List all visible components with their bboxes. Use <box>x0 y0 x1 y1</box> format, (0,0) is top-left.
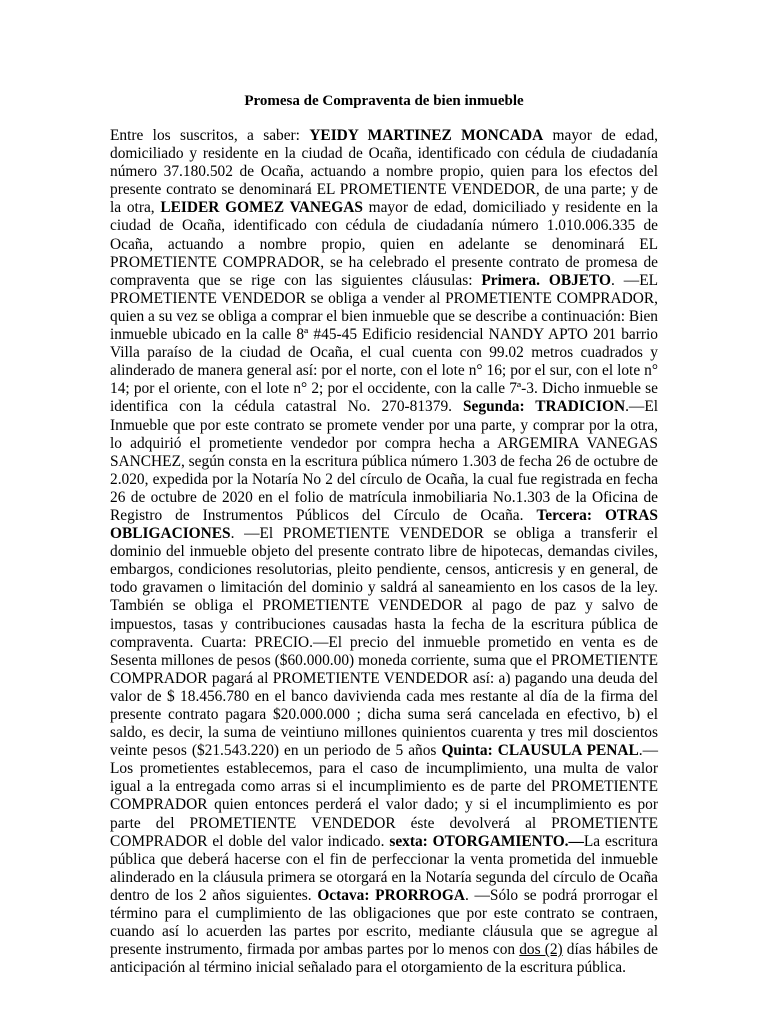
body-text: mayor de edad, domiciliado y residente en la ciudad de Ocaña, identificado con cédula de ciudadanía número 1.010.006.335 de Ocaña, actuando a nombre propio, quien en adelante se denominará EL PROMETIENTE COMPRADOR, se ha celebrado el presente contrato de promesa de compraventa que se rige con las siguientes cláusulas: <box>110 199 658 289</box>
body-text: La escritura pública que deberá hacerse con el fin de perfeccionar la venta prometida del inmueble alinderado en la cláusula primera se otorgará en la Notaría segunda del círculo de Ocaña dentro de los 2 años siguientes. <box>110 832 658 904</box>
body-text: Entre los suscritos, a saber: <box>110 127 310 144</box>
body-text: .—Los prometientes establecemos, para el caso de incumplimiento, una multa de valor igual a la entregada como arras si el incumplimiento es de parte del PROMETIENTE COMPRADOR quien entonces perderá el valor dado; y si el incumplimiento es por parte del PROMETIENTE VENDEDOR éste devolverá al PROMETIENTE COMPRADOR el doble del valor indicado. <box>110 742 658 850</box>
underlined-term: dos (2) <box>519 941 563 959</box>
document-body <box>110 127 658 977</box>
seller-name: YEIDY MARTINEZ MONCADA <box>309 127 544 144</box>
body-text: días hábiles de anticipación al término inicial señalado para el otorgamiento de la escritura pública. <box>110 941 658 977</box>
body-text: . —EL PROMETIENTE VENDEDOR se obliga a vender al PROMETIENTE COMPRADOR, quien a su vez se obliga a comprar el bien inmueble que se describe a continuación: Bien inmueble ubicado en la calle 8ª #45-45 Edificio residencial NANDY APTO 201 barrio Villa paraíso de la ciudad de Ocaña, el cual cuenta con 99.02 metros cuadrados y alinderado de manera general así: por el norte, con el lote n° 16; por el sur, con el lote n° 14; por el oriente, con el lote n° 2; por el occidente, con la calle 7ª-3. Dicho inmueble se identifica con la cédula catastral No. 270-81379. <box>110 271 658 416</box>
clause-heading-quinta: Quinta: CLAUSULA PENAL <box>441 742 639 760</box>
body-text: . —Sólo se podrá prorrogar el término para el cumplimiento de las obligaciones que por este contrato se contraen, cuando así lo acuerden las partes por escrito, mediante cláusula que se agregue al presente instrumento, firmada por ambas partes por lo menos con <box>110 886 659 959</box>
body-text: .—El Inmueble que por este contrato se promete vender por una parte, y comprar por la otra, lo adquirió el prometiente vendedor por compra hecha a ARGEMIRA VANEGAS SANCHEZ, según consta en la escritura pública número 1.303 de fecha 26 de octubre de 2.020, expedida por la Notaría No 2 del círculo de Ocaña, la cual fue registrada en fecha 26 de octubre de 2020 en el folio de matrícula inmobiliaria No.1.303 de la Oficina de Registro de Instrumentos Públicos del Círculo de Ocaña. <box>110 398 658 524</box>
document-title: Promesa de Compraventa de bien inmueble <box>244 93 524 109</box>
body-text: mayor de edad, domiciliado y residente en la ciudad de Ocaña, identificado con cédula de ciudadanía número 37.180.502 de Ocaña, actuando a nombre propio, quien para los efectos del presente contrato se denominará EL PROMETIENTE VENDEDOR, de una parte; y de la otra, <box>110 127 658 217</box>
clause-heading-sexta: sexta: OTORGAMIENTO.— <box>389 832 584 850</box>
clause-heading-tercera: Tercera: OTRAS OBLIGACIONES <box>110 506 658 543</box>
clause-heading-octava: Octava: PRORROGA <box>317 886 465 904</box>
body-text: . —El PROMETIENTE VENDEDOR se obliga a transferir el dominio del inmueble objeto del presente contrato libre de hipotecas, demandas civiles, embargos, condiciones resolutorias, pleito pendiente, censos, anticresis y en general, de todo gravamen o limitación del dominio y saldrá al saneamiento en los casos de la ley. También se obliga el PROMETIENTE VENDEDOR al pago de paz y salvo de impuestos, tasas y contribuciones causadas hasta la fecha de la escritura pública de compraventa. Cuarta: PRECIO.—El precio del inmueble prometido en venta es de Sesenta millones de pesos ($60.000.00) moneda corriente, suma que el PROMETIENTE COMPRADOR pagará al PROMETIENTE VENDEDOR así: a) pagando una deuda del valor de $ 18.456.780 en el banco davivienda cada mes restante al día de la firma del presente contrato pagara $20.000.000 ; dicha suma será cancelada en efectivo, b) el saldo, es decir, la suma de veintiuno millones quinientos cuarenta y tres mil doscientos veinte pesos ($21.543.220) en un periodo de 5 años <box>110 525 658 760</box>
buyer-name: LEIDER GOMEZ VANEGAS <box>160 199 363 217</box>
clause-heading-primera: Primera. OBJETO <box>481 271 612 289</box>
clause-heading-segunda: Segunda: TRADICION <box>462 398 626 416</box>
